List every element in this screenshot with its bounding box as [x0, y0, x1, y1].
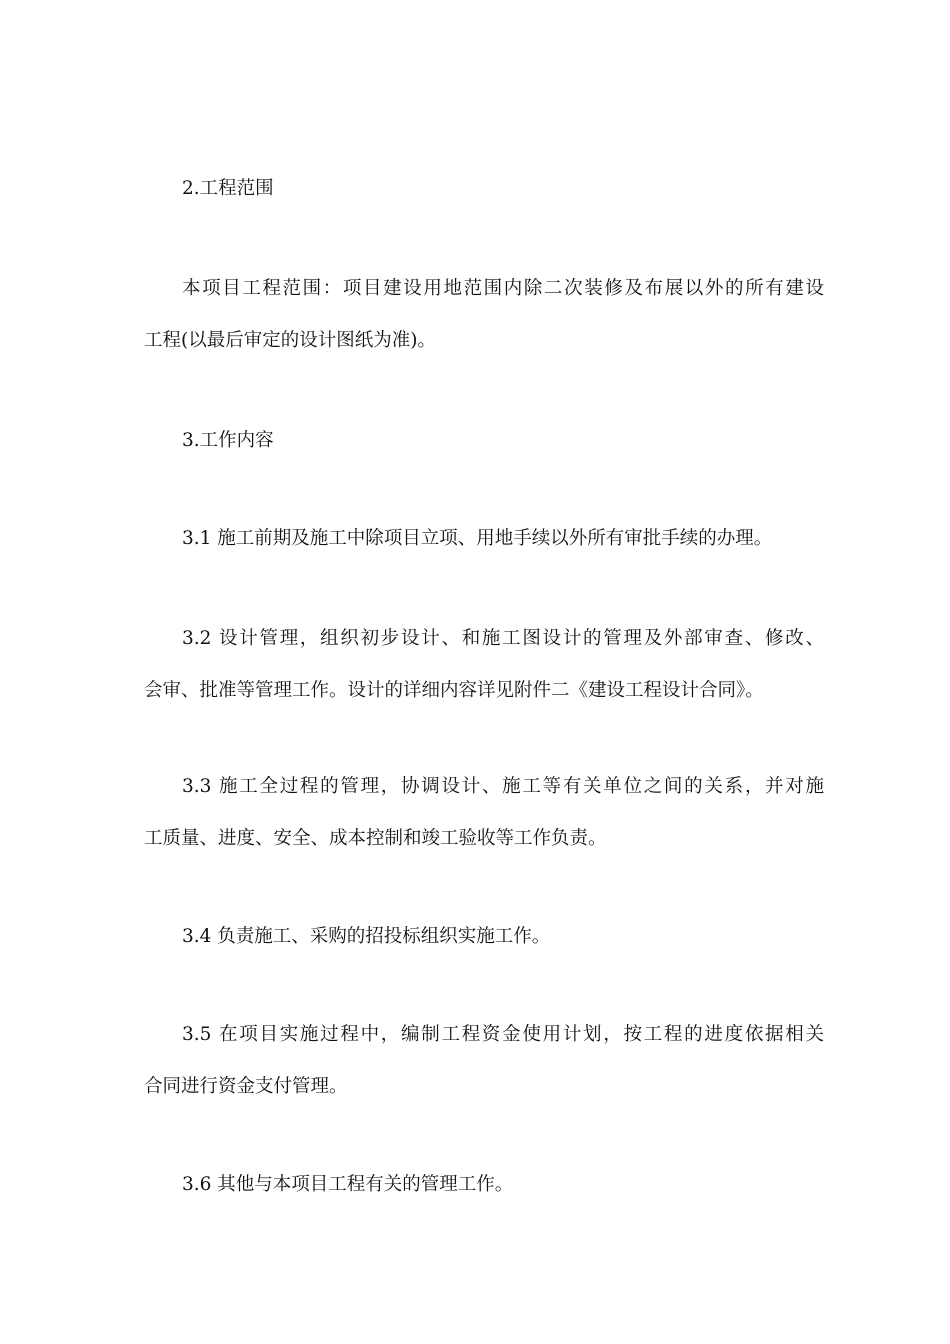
item-3-3-line-2: 工质量、进度、安全、成本控制和竣工验收等工作负责。 [144, 828, 607, 849]
section-2-paragraph-line-1: 本项目工程范围：项目建设用地范围内除二次装修及布展以外的所有建设 [182, 278, 824, 299]
item-3-3-line-1: 3.3 施工全过程的管理，协调设计、施工等有关单位之间的关系，并对施 [182, 776, 824, 797]
section-2-heading: 2.工程范围 [182, 178, 274, 199]
item-3-2-line-1: 3.2 设计管理，组织初步设计、和施工图设计的管理及外部审查、修改、 [182, 628, 824, 649]
item-3-1: 3.1 施工前期及施工中除项目立项、用地手续以外所有审批手续的办理。 [182, 528, 773, 549]
item-3-5-line-2: 合同进行资金支付管理。 [144, 1076, 348, 1097]
item-3-2-line-2: 会审、批准等管理工作。设计的详细内容详见附件二《建设工程设计合同》。 [144, 680, 764, 701]
item-3-5-line-1: 3.5 在项目实施过程中，编制工程资金使用计划，按工程的进度依据相关 [182, 1024, 824, 1045]
item-3-4: 3.4 负责施工、采购的招投标组织实施工作。 [182, 926, 551, 947]
section-2-paragraph-line-2: 工程(以最后审定的设计图纸为准)。 [144, 330, 436, 351]
item-3-6: 3.6 其他与本项目工程有关的管理工作。 [182, 1174, 514, 1195]
section-3-heading: 3.工作内容 [182, 430, 274, 451]
